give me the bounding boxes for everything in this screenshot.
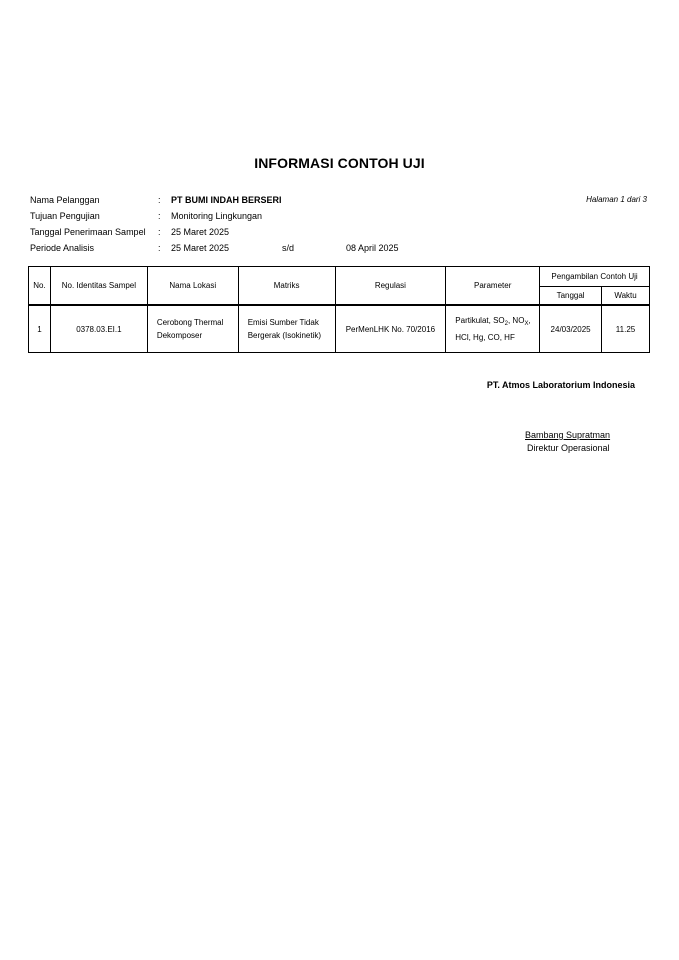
cell-date: 24/03/2025 [540, 305, 602, 353]
cell-time: 11.25 [602, 305, 650, 353]
cell-parameter [446, 305, 540, 353]
colon: : [158, 243, 161, 253]
table-row [29, 305, 650, 353]
header-date: Tanggal [540, 287, 602, 306]
customer-value: PT BUMI INDAH BERSERI [171, 195, 282, 205]
customer-label: Nama Pelanggan [30, 195, 100, 205]
received-label: Tanggal Penerimaan Sampel [30, 227, 146, 237]
header-time: Waktu [602, 287, 650, 306]
cell-no: 1 [29, 305, 51, 353]
header-sample-id: No. Identitas Sampel [50, 267, 147, 306]
parameter-text: , [528, 316, 531, 325]
page-title: INFORMASI CONTOH UJI [254, 155, 425, 171]
parameter-text: HCl, Hg, CO, HF [455, 333, 515, 342]
signatory-position: Direktur Operasional [527, 443, 610, 453]
received-value: 25 Maret 2025 [171, 227, 230, 237]
header-no: No. [29, 267, 51, 306]
parameter-subscript: 2 [504, 321, 508, 327]
cell-regulation: PerMenLHK No. 70/2016 [335, 305, 446, 353]
purpose-value: Monitoring Lingkungan [171, 211, 263, 221]
parameter-subscript: X [524, 321, 529, 327]
header-regulation: Regulasi [335, 267, 446, 306]
colon: : [158, 227, 161, 237]
page-number: Halaman 1 dari 3 [586, 195, 647, 204]
colon: : [158, 195, 161, 205]
signature-company: PT. Atmos Laboratorium Indonesia [486, 380, 635, 390]
parameter-text: Partikulat, SO [455, 316, 505, 325]
purpose-label: Tujuan Pengujian [30, 211, 100, 221]
header-parameter: Parameter [446, 267, 540, 306]
sample-table [28, 266, 650, 353]
period-separator: s/d [282, 243, 295, 253]
period-end: 08 April 2025 [346, 243, 399, 253]
header-location: Nama Lokasi [147, 267, 238, 306]
colon: : [158, 211, 161, 221]
cell-matrix: Emisi Sumber Tidak Bergerak (Isokinetik) [238, 305, 335, 353]
signatory-name: Bambang Supratman [525, 430, 611, 440]
cell-location: Cerobong Thermal Dekomposer [147, 305, 238, 353]
parameter-text: , NO [507, 316, 525, 325]
period-start: 25 Maret 2025 [171, 243, 230, 253]
header-sampling: Pengambilan Contoh Uji [540, 267, 650, 287]
period-label: Periode Analisis [30, 243, 95, 253]
header-matrix: Matriks [238, 267, 335, 306]
cell-sample-id: 0378.03.EI.1 [50, 305, 147, 353]
